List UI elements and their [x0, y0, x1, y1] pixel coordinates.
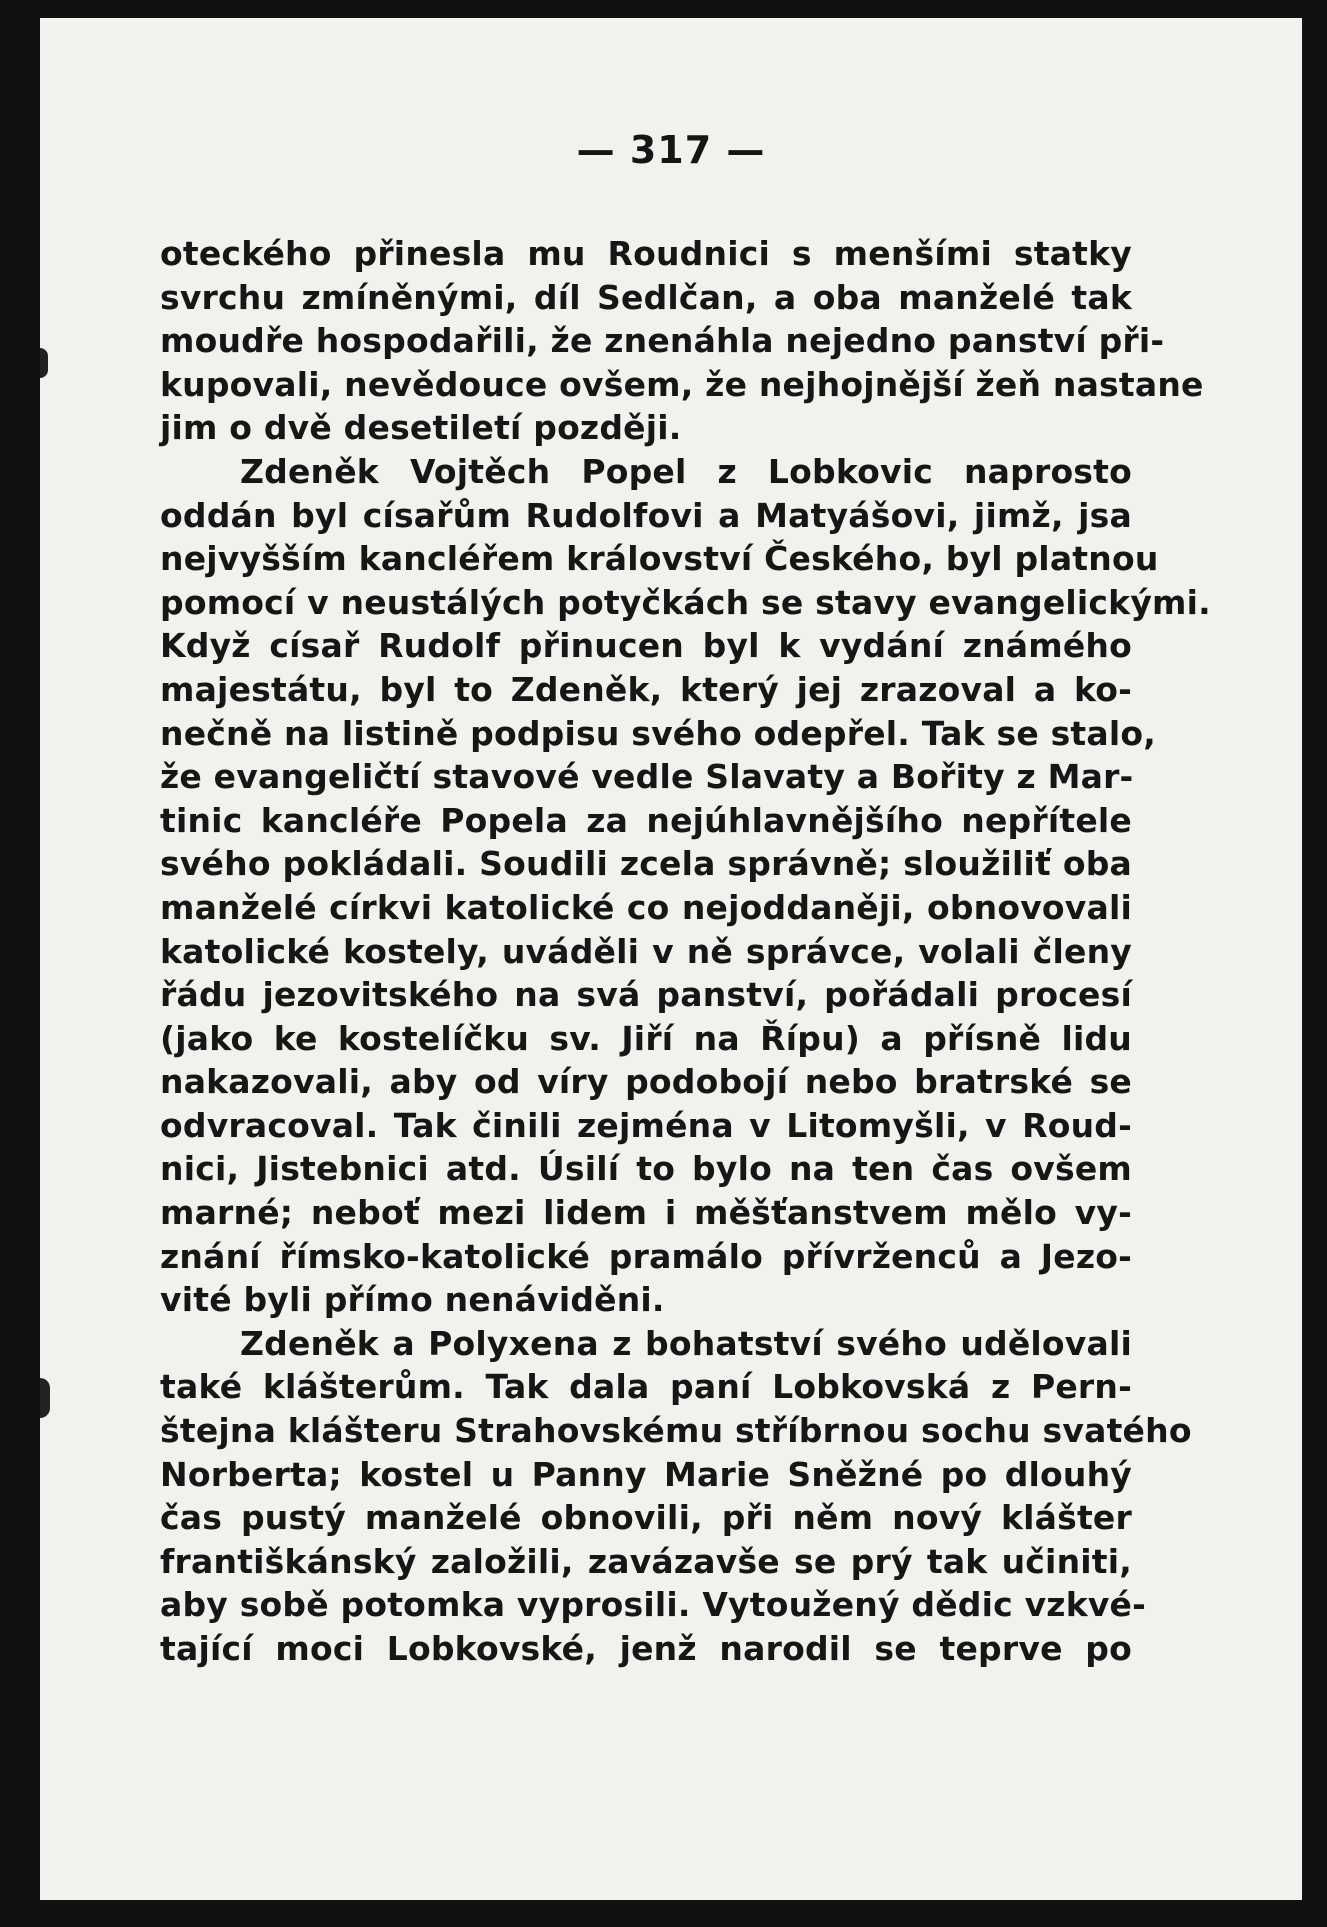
text-line: tinic kancléře Popela za nejúhlavnějšího nepřítele	[160, 800, 1132, 840]
text-line: aby sobě potomka vyprosili. Vytoužený dědic vzkvé-	[160, 1585, 1147, 1625]
text-line: manželé církvi katolické co nejoddaněji, obnovovali	[160, 887, 1132, 927]
text-line: oteckého přinesla mu Roudnici s menšími statky	[160, 234, 1132, 273]
text-line: oddán byl císařům Rudolfovi a Matyášovi, jimž, jsa	[160, 495, 1132, 535]
text-line: moudře hospodařili, že znenáhla nejedno panství při-	[160, 321, 1165, 361]
text-line: (jako ke kostelíčku sv. Jiří na Řípu) a přísně lidu	[160, 1018, 1132, 1058]
text-line: Norberta; kostel u Panny Marie Sněžné po dlouhý	[160, 1454, 1132, 1494]
text-line: nečně na listině podpisu svého odepřel. Tak se stalo,	[160, 713, 1156, 753]
book-page	[40, 18, 1302, 1900]
binding-edge-mark	[40, 1378, 50, 1418]
binding-edge-mark	[40, 348, 48, 378]
text-line: františkánský založili, zavázavše se prý tak učiniti,	[160, 1541, 1132, 1581]
text-line: Zdeněk Vojtěch Popel z Lobkovic naprosto	[240, 451, 1132, 491]
text-line: svého pokládali. Soudili zcela správně; sloužiliť oba	[160, 844, 1132, 884]
text-line: jim o dvě desetiletí později.	[160, 408, 682, 448]
text-line: odvracoval. Tak činili zejména v Litomyšli, v Roud-	[160, 1105, 1132, 1145]
text-line: také klášterům. Tak dala paní Lobkovská z Pern-	[160, 1367, 1132, 1407]
text-line: štejna klášteru Strahovskému stříbrnou sochu svatého	[160, 1411, 1192, 1451]
text-line: Zdeněk a Polyxena z bohatství svého udělovali	[240, 1323, 1132, 1363]
text-line: že evangeličtí stavové vedle Slavaty a Bořity z Mar-	[160, 757, 1134, 797]
text-line: pomocí v neustálých potyčkách se stavy evangelickými.	[160, 582, 1211, 622]
body-text	[160, 232, 1211, 1671]
text-line: řádu jezovitského na svá panství, pořádali procesí	[160, 975, 1132, 1015]
text-line: kupovali, nevědouce ovšem, že nejhojnější žeň nastane	[160, 364, 1204, 404]
text-line: svrchu zmíněnými, díl Sedlčan, a oba manželé tak	[160, 277, 1132, 317]
text-line: marné; neboť mezi lidem i měšťanstvem mělo vy-	[160, 1193, 1132, 1233]
text-line: nakazovali, aby od víry podobojí nebo bratrské se	[160, 1062, 1132, 1102]
text-line: katolické kostely, uváděli v ně správce, volali členy	[160, 931, 1132, 971]
text-line: vité byli přímo nenáviděni.	[160, 1280, 665, 1320]
text-line: nejvyšším kancléřem království Českého, byl platnou	[160, 539, 1159, 579]
text-line: majestátu, byl to Zdeněk, který jej zrazoval a ko-	[160, 669, 1132, 709]
text-line: Když císař Rudolf přinucen byl k vydání známého	[160, 626, 1132, 666]
text-line: nici, Jistebnici atd. Úsilí to bylo na ten čas ovšem	[160, 1149, 1132, 1189]
text-line: čas pustý manželé obnovili, při něm nový klášter	[160, 1498, 1132, 1538]
text-line: znání římsko-katolické pramálo přívrženců a Jezo-	[160, 1236, 1132, 1276]
page-number: — 317 —	[576, 128, 766, 172]
text-line: tající moci Lobkovské, jenž narodil se teprve po	[160, 1629, 1132, 1668]
